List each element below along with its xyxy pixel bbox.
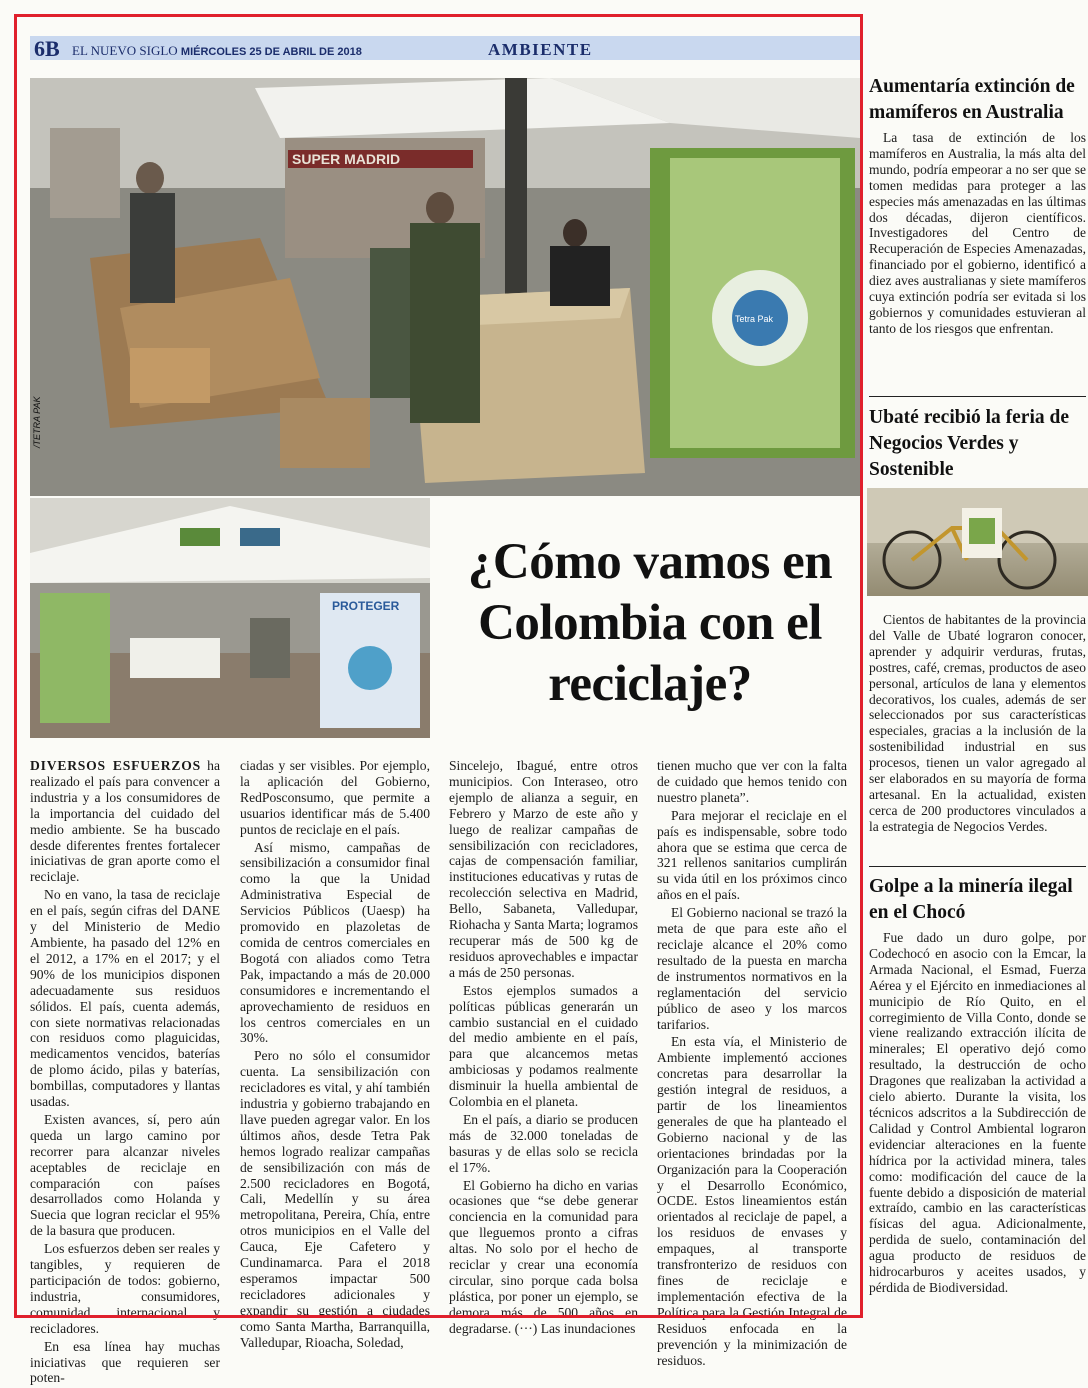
- section-title: AMBIENTE: [488, 40, 593, 59]
- sidebar-body: Fue dado un duro golpe, por Codechocó en asocio con la Emcar, la Armada Nacional, el Esmad, Fuerza Aérea y el Ejército en inmediaciones al municipio de Río Quito, en el corregimiento de Villa Conto, donde se viene realizando extracción ilícita de minerales; El operativo dejó como resultado, la destrucción de ocho Dragones que realizaban la actividad a cielo abierto. Durante la visita, los técnicos adscritos a la Subdirección de Calidad y Control Ambiental lograron evidenciar alteraciones en la fuente hídrica por la actividad minera, tales como: modificación del cauce de la fuente debido a disposición de material extraído, cambio en las características físicas del agua. Adicionalmente, perdida de suelo, contaminación del agua producto de residuos de hidrocarburos y aceites usados, y pérdida de Biodiversidad.: [869, 930, 1086, 1295]
- paragraph: El Gobierno nacional se trazó la meta de que para este año el reciclaje alcance el 20% como resultado de la puesta en marcha de instrumentos normativos en la reglamentación del servicio público de aseo y los marcos tarifarios.: [657, 905, 847, 1032]
- sidebar-story-australia: [869, 74, 1086, 337]
- paragraph: Para mejorar el reciclaje en el país es indispensable, sobre todo ahora que se estima que cerca de 321 rellenos sanitarios cumplirán su vida útil en los próximos cinco años en el país.: [657, 807, 847, 903]
- paragraph: No en vano, la tasa de reciclaje en el país, según cifras del DANE y del Ministerio de Medio Ambiente, ha pasado del 12% en el 2012, a 17% en el 2017; y el 90% de los municipios disponen adecuadamente sus residuos sólidos. El país, cuenta además, con siete normativas relacionadas con residuos como plaguicidas, medicamentos vencidos, baterías de plomo ácido, pilas y baterías, bombillas, computadores y llantas usadas.: [30, 887, 220, 1110]
- paragraph: Pero no sólo el consumidor cuenta. La sensibilización con recicladores es vital, y ahí también industria y gobierno trabajando en llave pueden agregar valor. En los últimos años, desde Tetra Pak hemos logrado realizar campañas de sensibilización con más de 2.500 recicladores en Bogotá, Cali, Medellín y su área metropolitana, Pereira, Chía, entre otros municipios en el Valle del Cauca, Eje Cafetero y Cundinamarca. Para el 2018 esperamos impactar 500 recicladores adicionales y expandir su gestión a ciudades como Santa Martha, Barranquilla, Valledupar, Rioacha, Soledad,: [240, 1048, 430, 1350]
- bicycle-illustration: [867, 488, 1088, 596]
- poster-title: PROTEGER: [332, 599, 400, 613]
- issue-date: MIÉRCOLES 25 DE ABRIL DE 2018: [180, 46, 362, 58]
- store-sign: SUPER MADRID: [292, 151, 401, 167]
- newspaper-name: EL NUEVO SIGLO: [72, 43, 178, 58]
- sidebar-story-ubate-body: [869, 612, 1086, 835]
- sidebar-story-ubate: [869, 405, 1086, 483]
- sidebar-story-choco: [869, 874, 1086, 1296]
- sidebar-divider: [869, 396, 1086, 397]
- highlight-frame: [14, 14, 863, 1318]
- lead-in: DIVERSOS ESFUERZOS: [30, 758, 201, 773]
- paragraph: Existen avances, sí, pero aún queda un largo camino por recorrer para alcanzar niveles aceptables de reciclaje en comparación con países desarrollados como Holanda y Suecia que logran reciclar el 95% de la basura que producen.: [30, 1111, 220, 1239]
- sidebar-headline: Golpe a la minería ilegal en el Chocó: [869, 876, 1073, 923]
- paragraph: El Gobierno ha dicho en varias ocasiones que “se debe generar conciencia en la comunidad para que lleguemos pronto a cifras altas. No solo por el hecho de reciclar y crear una economía circular, sino porque cada bolsa plástica, por poner un ejemplo, se demora más de 500 años en degradarse. (···) Las inundaciones: [449, 1177, 638, 1336]
- paragraph: Así mismo, campañas de sensibilización a consumidor final como la que la Unidad Administrativa Especial de Servicios Públicos (Uaesp) ha promovido en plazoletas de comida de centros comerciales en Bogotá con aliados como Tetra Pak, impactando a más de 20.000 consumidores e incrementando el aprovechamiento de residuos en los centros comerciales en un 30%.: [240, 839, 430, 1046]
- tetra-pak-logo: Tetra Pak: [735, 314, 774, 324]
- bicycle-photo: [867, 488, 1088, 596]
- page-number: 6B: [34, 36, 60, 61]
- sidebar-divider: [869, 866, 1086, 867]
- paragraph: Los esfuerzos deben ser reales y tangibles, y requieren de participación de todos: gobierno, industria, consumidores, comunidad internacional y recicladores.: [30, 1241, 220, 1336]
- lead-text: ha realizado el país para convencer a industria y a los consumidores de la importancia del cuidado del medio ambiente. Se ha buscado desde diferentes frentes fortalecer iniciativas de gran aporte como el reciclaje.: [30, 758, 220, 885]
- headline: ¿Cómo vamos en Colombia con el reciclaje?: [467, 534, 833, 712]
- sidebar-body: Cientos de habitantes de la provincia del Valle de Ubaté lograron conocer, aprender y adquirir verduras, frutas, postres, café, cremas, productos de aseo personal, artículos de lana y elementos decorativos, los cuales, además de ser seleccionados por sus características especiales, gracias a la inclusión de la sostenibilidad industrial en sus procesos, tienen un valor agregado al ser elaborados en su mayoría de forma artesanal. En la actualidad, existen cerca de 200 productores vinculados a la estrategia de Negocios Verdes.: [869, 612, 1086, 834]
- paragraph: En esta vía, el Ministerio de Ambiente implementó acciones concretas para desarrollar la gestión integral de residuos, a partir de los lineamientos generales de que ha planteado el Gobierno nacional y de las orientaciones brindadas por la Organización para la Cooperación y el Desarrollo Económico, OCDE. Estos lineamientos están orientados al reciclaje de papel, a los residuos de envases y empaques, al transporte transfronterizo de residuos con fines de reciclaje e implementación efectiva de la Política para la Gestión Integral de Residuos enfocada en la prevención y la minimización de residuos.: [657, 1034, 847, 1368]
- paragraph: En esa línea hay muchas iniciativas que requieren ser poten-: [30, 1338, 220, 1386]
- paragraph: Sincelejo, Ibagué, entre otros municipios. Con Interaseo, otro ejemplo de alianza a seguir, en Febrero y Marzo de este año y luego de realizar campañas de sensibilización con recicladores, cajas de compensación familiar, instituciones educativas y rutas de recolección selectiva en Madrid, Bello, Sabaneta, Valledupar, Riohacha y Santa Marta; logramos recuperar más de 500 kg de residuos aprovechables e impactar a más de 250 personas.: [449, 758, 638, 980]
- paragraph: En el país, a diario se producen más de 32.000 toneladas de basuras y de ellas solo se recicla el 17%.: [449, 1111, 638, 1175]
- sidebar-body: La tasa de extinción de los mamíferos en Australia, la más alta del mundo, podría empeorar a no ser que se tomen medidas para proteger a las especies más amenazadas en las últimas dos décadas, dijeron científicos. Investigadores del Centro de Recuperación de Especies Amenazadas, financiado por el gobierno, identificó a diez aves australianas y siete mamíferos cuya extinción podría ser evitada si los gobiernos y comunidades estuvieran al tanto de los riesgos que enfrentan.: [869, 130, 1086, 336]
- sidebar-headline: Ubaté recibió la feria de Negocios Verdes y Sostenible: [869, 407, 1070, 480]
- paragraph: tienen mucho que ver con la falta de cuidado que hemos tenido con nuestro planeta”.: [657, 758, 847, 805]
- sidebar-headline: Aumentaría extinción de mamíferos en Australia: [869, 76, 1075, 123]
- paragraph: ciadas y ser visibles. Por ejemplo, la aplicación del Gobierno, RedPosconsumo, que permite a usuarios identificar más de 5.400 puntos de reciclaje en el país.: [240, 758, 430, 837]
- paragraph: Estos ejemplos sumados a políticas públicas generarán un cambio sustancial en el cuidado del medio ambiente en el país, para que alcancemos metas ambiciosas y podamos realmente disminuir la huella ambiental de Colombia en el planeta.: [449, 982, 638, 1110]
- photo-credit: /TETRA PAK: [32, 396, 42, 448]
